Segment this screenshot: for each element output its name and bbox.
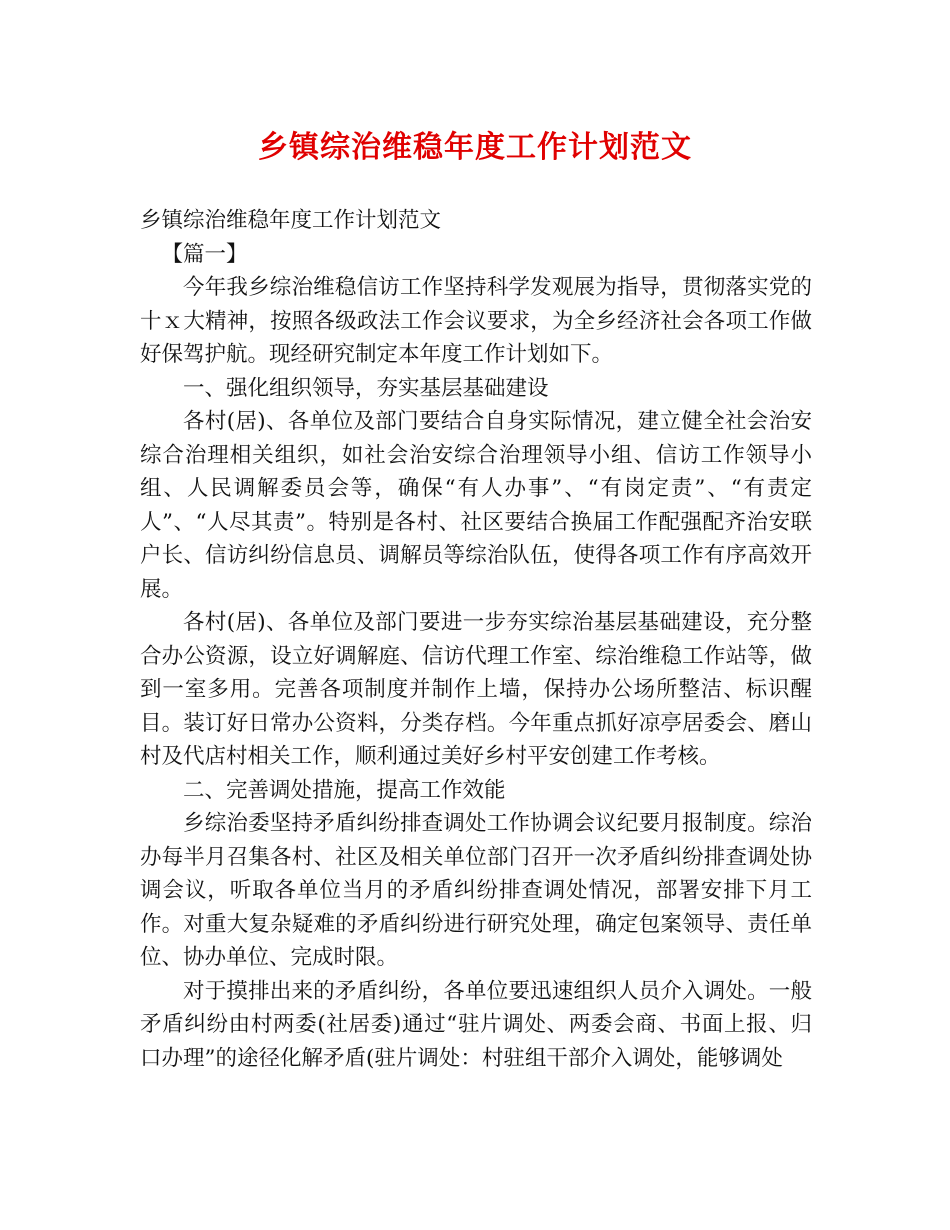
body-paragraph: 今年我乡综治维稳信访工作坚持科学发观展为指导，贯彻落实党的十ｘ大精神，按照各级政法工作会议要求，为全乡经济社会各项工作做好保驾护航。现经研究制定本年度工作计划如下。 (140, 275, 812, 367)
section-heading: 一、强化组织领导，夯实基层基础建设 (183, 375, 549, 401)
body-paragraph: 对于摸排出来的矛盾纠纷，各单位要迅速组织人员介入调处。一般矛盾纠纷由村两委(社居委)通过“驻片调处、两委会商、书面上报、归口办理”的途径化解矛盾(驻片调处：村驻组干部介入调处，能够调处 (140, 978, 812, 1071)
part-label: 【篇一】 (161, 241, 248, 267)
body-paragraph: 各村(居)、各单位及部门要进一步夯实综治基层基础建设，充分整合办公资源，设立好调解庭、信访代理工作室、综治维稳工作站等，做到一室多用。完善各项制度并制作上墙，保持办公场所整洁、标识醒目。装订好日常办公资料，分类存档。今年重点抓好凉亭居委会、磨山村及代店村相关工作，顺利通过美好乡村平安创建工作考核。 (140, 610, 812, 769)
body-paragraph: 各村(居)、各单位及部门要结合自身实际情况，建立健全社会治安综合治理相关组织，如社会治安综合治理领导小组、信访工作领导小组、人民调解委员会等，确保“有人办事”、“有岗定责”、“有责定人”、“人尽其责”。特别是各村、社区要结合换届工作配强配齐治安联户长、信访纠纷信息员、调解员等综治队伍，使得各项工作有序高效开展。 (140, 409, 812, 602)
body-paragraph: 乡综治委坚持矛盾纠纷排查调处工作协调会议纪要月报制度。综治办每半月召集各村、社区及相关单位部门召开一次矛盾纠纷排查调处协调会议，听取各单位当月的矛盾纠纷排查调处情况，部署安排下月工作。对重大复杂疑难的矛盾纠纷进行研究处理，确定包案领导、责任单位、协办单位、完成时限。 (140, 811, 812, 970)
section-heading: 二、完善调处措施，提高工作效能 (183, 777, 506, 803)
document-title: 乡镇综治维稳年度工作计划范文 (258, 130, 692, 165)
document-body (140, 204, 812, 1075)
document-subtitle: 乡镇综治维稳年度工作计划范文 (140, 208, 442, 233)
